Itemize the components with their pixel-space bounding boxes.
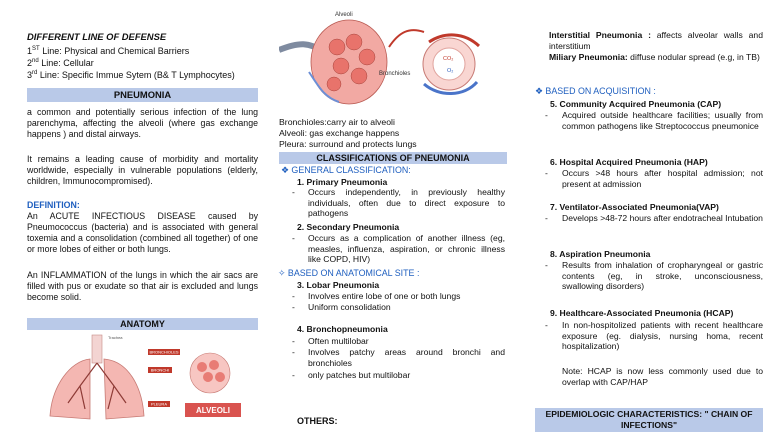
pneumonia-banner: PNEUMONIA (27, 88, 258, 102)
dash-bullet: - (292, 336, 295, 346)
hap-title: 6. Hospital Acquired Pneumonia (HAP) (550, 157, 708, 167)
lung-anatomy-illustration (30, 331, 250, 431)
dash-bullet: - (292, 233, 295, 243)
lobar-pneumonia-title: 3. Lobar Pneumonia (297, 280, 380, 290)
bronchioles-text-label: Bronchioles (379, 71, 411, 77)
secondary-pneumonia-desc: Occurs as a complication of another illness (eg, measles, influenza, aspiration, or chronic illness like COPD, HIV) (308, 233, 505, 265)
desc-alveoli: Alveoli: gas exchange happens (279, 128, 400, 138)
classifications-banner: CLASSIFICATIONS OF PNEUMONIA (279, 152, 507, 164)
secondary-pneumonia-title: 2. Secondary Pneumonia (297, 222, 400, 232)
miliary-pneumonia: Miliary Pneumonia: diffuse nodular spread (e.g, in TB) (549, 52, 760, 62)
dash-bullet: - (292, 187, 295, 197)
vap-desc: Develops >48-72 hours after endotracheal Intubation (562, 213, 763, 223)
lobar-desc-1: Involves entire lobe of one or both lungs (308, 291, 461, 301)
inflammation-text: An INFLAMMATION of the lungs in which the air sacs are filled with pus or exudate so that air is excluded and lungs become solid. (27, 270, 258, 303)
bronchioles-label: BRONCHIOLES (149, 349, 179, 355)
lobar-desc-2: Uniform consolidation (308, 302, 391, 312)
trachea-label: Trachea (108, 335, 123, 340)
cap-desc: Acquired outside healthcare facilities; usually from common pathogens like Streptococcus pneumonice (562, 110, 763, 131)
alveoli-text-label: Alveoli (335, 12, 353, 18)
defense-lines (27, 46, 235, 82)
dash-bullet: - (292, 370, 295, 380)
broncho-desc-2: Involves patchy areas around bronchi and bronchioles (308, 347, 505, 368)
hap-desc: Occurs >48 hours after hospital admission; not present at admission (562, 168, 763, 189)
alveolus-sac (215, 372, 225, 382)
definition-heading: DEFINITION: (27, 200, 80, 210)
definition-text: An ACUTE INFECTIOUS DISEASE caused by Pneumococcus (bacteria) and is associated with general toxemia and a consolidation (combined all together) of one or more lobes of either or both lungs. (27, 211, 258, 255)
alveolus-sac (209, 360, 219, 370)
dash-bullet: - (292, 291, 295, 301)
hcap-desc: In non-hospitolized patients with recent healthcare exposure (eg. dialysis, nursing homa, recent hospitalization) (562, 320, 763, 352)
alveoli-illustration (279, 2, 504, 114)
interstitial-pneumonia: Interstitial Pneumonia : affects alveolar walls and interstitium (549, 30, 763, 51)
alveolus (351, 68, 367, 84)
alveolus (329, 39, 345, 55)
defense-line-1: 1ST Line: Physical and Chemical Barriers (27, 46, 190, 56)
pleura-label: PLEURA (150, 401, 168, 407)
o2-label: O₂ (447, 68, 454, 74)
bronchi-label: BRONCHI (150, 367, 170, 373)
primary-pneumonia-desc: Occurs independently, in previously healthy individuals, often due to direct exposure to pathogens (308, 187, 505, 219)
broncho-desc-3: only patches but multilobar (308, 370, 411, 380)
defense-line-3: 3rd Line: Specific Immue Sytem (B& T Lymphocytes) (27, 69, 235, 80)
alveolus-sac (197, 362, 207, 372)
aspiration-title: 8. Aspiration Pneumonia (550, 249, 651, 259)
epidemiologic-banner: EPIDEMIOLOGIC CHARACTERISTICS: " CHAIN OF INFECTIONS" (535, 408, 763, 432)
alveolus-sac (203, 372, 213, 382)
anatomical-site-heading: ✧ BASED ON ANATOMICAL SITE : (278, 268, 420, 278)
alveolus-lumen (433, 48, 465, 80)
broncho-desc-1: Often multilobar (308, 336, 369, 346)
alveoli-label: ALVEOLI (195, 406, 231, 415)
bronchopneumonia-title: 4. Bronchopneumonia (297, 324, 388, 334)
dash-bullet: - (545, 320, 548, 330)
others-heading: OTHERS: (297, 416, 338, 426)
dash-bullet: - (545, 213, 548, 223)
alveolus (327, 77, 341, 91)
general-classification-heading: ❖ GENERAL CLASSIFICATION: (281, 165, 411, 175)
pneumonia-morbidity: It remains a leading cause of morbidity and mortality worldwide, especially in vulnerable populations (elderly, children, Immunocompromised). (27, 154, 258, 187)
vap-title: 7. Ventilator-Associated Pneumonia(VAP) (550, 202, 719, 212)
alveolus (359, 49, 375, 65)
desc-pleura: Pleura: surround and protects lungs (279, 139, 417, 149)
dash-bullet: - (292, 302, 295, 312)
defense-line-2: 2nd Line: Cellular (27, 57, 94, 68)
acquisition-heading: ❖ BASED ON ACQUISITION : (535, 86, 656, 96)
dash-bullet: - (545, 260, 548, 270)
aspiration-desc: Results from inhalation of cropharyngeal or gastric contents (eg, in stroke, unconsciousness, swallowing disorders) (562, 260, 763, 292)
cap-title: 5. Community Acquired Pneumonia (CAP) (550, 99, 722, 109)
alveolus (346, 34, 362, 50)
hcap-note: Note: HCAP is now less commonly used due to overlap with CAP/HAP (562, 366, 763, 387)
dash-bullet: - (545, 110, 548, 120)
trachea-shape (92, 335, 102, 363)
alveolus (333, 58, 349, 74)
dash-bullet: - (292, 347, 295, 357)
primary-pneumonia-title: 1. Primary Pneumonia (297, 177, 388, 187)
pneumonia-intro: a common and potentially serious infection of the lung parenchyma, affecting the alveoli (where gas exchange happens ) and distal airways. (27, 107, 258, 140)
desc-bronchioles: Bronchioles:carry air to alveoli (279, 117, 395, 127)
co2-label: CO₂ (443, 56, 454, 62)
anatomy-banner: ANATOMY (27, 318, 258, 330)
defense-title: DIFFERENT LINE OF DEFENSE (27, 31, 167, 42)
hcap-title: 9. Healthcare-Associated Pneumonia (HCAP) (550, 308, 734, 318)
dash-bullet: - (545, 168, 548, 178)
